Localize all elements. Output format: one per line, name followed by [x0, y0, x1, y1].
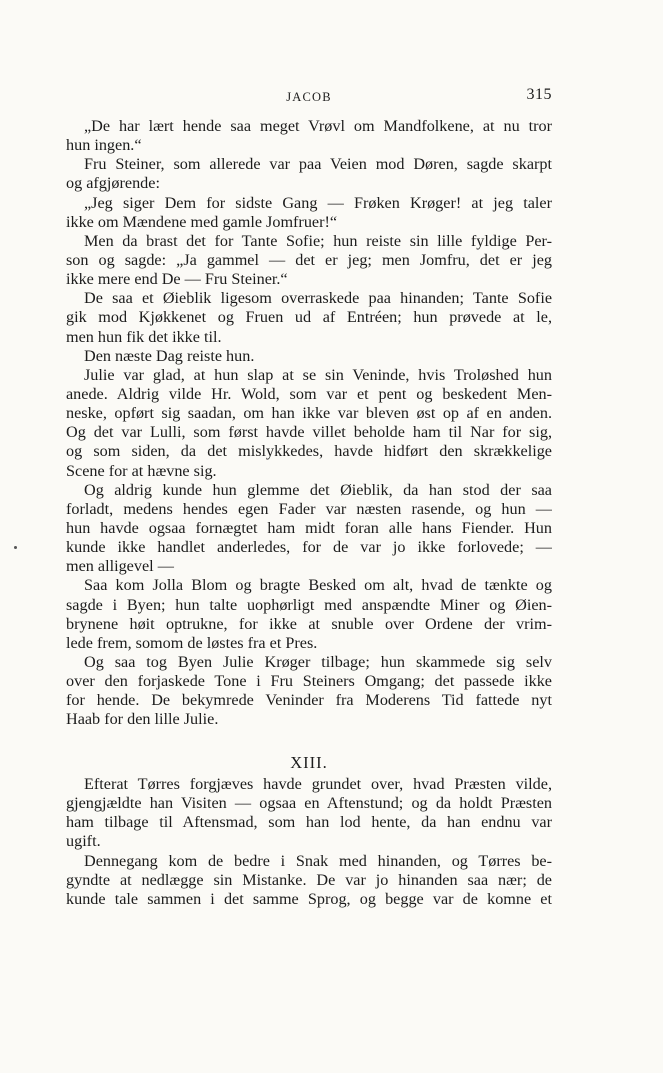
text-line: ham tilbage til Aftensmad, som han lod hente, da han endnu var	[66, 813, 552, 832]
text-block-dialogue	[66, 117, 552, 730]
running-head	[66, 86, 552, 108]
text-line: Men da brast det for Tante Sofie; hun reiste sin lille fyldige Per-	[84, 231, 552, 250]
chapter-heading-block	[66, 753, 552, 773]
text-line: Dennegang kom de bedre i Snak med hinanden, og Tørres be-	[84, 851, 552, 870]
text-line: gik mod Kjøkkenet og Fruen ud af Entréen; hun prøvede at le,	[66, 308, 552, 327]
text-line: Haab for den lille Julie.	[66, 710, 219, 729]
text-block-chapter-opening	[66, 775, 552, 909]
text-line: Og saa tog Byen Julie Krøger tilbage; hun skammede sig selv	[84, 652, 552, 671]
text-line: sagde i Byen; hun talte uophørligt med anspændte Miner og Øien-	[66, 595, 552, 614]
text-line: kunde tale sammen i det samme Sprog, og begge var de komne et	[66, 889, 552, 908]
text-line: gyndte at nedlægge sin Mistanke. De var jo hinanden saa nær; de	[66, 870, 552, 889]
text-line: anede. Aldrig vilde Hr. Wold, som var et pent og beskedent Men-	[66, 384, 552, 403]
text-line: brynene høit optrukne, for ikke at snuble over Ordene der vrim-	[66, 614, 552, 633]
text-line: ikke mere end De — Fru Steiner.“	[66, 270, 288, 289]
text-line: for hende. De bekymrede Veninder fra Moderens Tid fattede nyt	[66, 691, 552, 710]
text-line: gjengjældte han Visiten — ogsaa en Aftenstund; og da holdt Præsten	[66, 794, 552, 813]
text-line: ikke om Mændene med gamle Jomfruer!“	[66, 212, 338, 231]
text-line: men alligevel —	[66, 557, 174, 576]
text-line: „De har lært hende saa meget Vrøvl om Mandfolkene, at nu tror	[84, 117, 552, 135]
text-line: Og det var Lulli, som først havde villet beholde ham til Nar for sig,	[66, 423, 552, 442]
text-line: Julie var glad, at hun slap at se sin Veninde, hvis Troløshed hun	[84, 365, 552, 384]
text-line: hun havde ogsaa fornægtet ham midt foran alle hans Fiender. Hun	[66, 518, 552, 537]
text-line: Scene for at hævne sig.	[66, 461, 217, 480]
text-line: „Jeg siger Dem for sidste Gang — Frøken Krøger! at jeg taler	[84, 193, 552, 212]
text-line: kunde ikke handlet anderledes, for de var jo ikke forlovede; —	[66, 538, 552, 557]
text-line: Saa kom Jolla Blom og bragte Besked om alt, hvad de tænkte og	[84, 576, 552, 595]
text-line: De saa et Øieblik ligesom overraskede paa hinanden; Tante Sofie	[84, 289, 552, 308]
text-line: lede frem, somom de løstes fra et Pres.	[66, 633, 318, 652]
text-line: over den forjaskede Tone i Fru Steiners Omgang; det passede ikke	[66, 672, 552, 691]
text-line: Og aldrig kunde hun glemme det Øieblik, da han stod der saa	[84, 480, 552, 499]
text-line: neske, opført sig saadan, om han ikke var bleven øst op af en anden.	[66, 404, 552, 423]
running-title: JACOB	[286, 90, 332, 104]
text-line: Den næste Dag reiste hun.	[84, 346, 255, 365]
text-line: son og sagde: „Ja gammel — det er jeg; men Jomfru, det er jeg	[66, 250, 552, 269]
text-line: men hun fik det ikke til.	[66, 327, 222, 346]
text-line: og afgjørende:	[66, 174, 160, 193]
page-number: 315	[526, 86, 552, 103]
text-line: Fru Steiner, som allerede var paa Veien mod Døren, sagde skarpt	[84, 155, 552, 174]
text-line: og som siden, da det mislykkedes, havde hidført den skrækkelige	[66, 442, 552, 461]
chapter-heading: XIII.	[290, 753, 328, 772]
text-line: hun ingen.“	[66, 136, 142, 155]
text-line: Efterat Tørres forgjæves havde grundet over, hvad Præsten vilde,	[84, 775, 552, 793]
text-line: forladt, medens hendes egen Fader var næsten rasende, og hun —	[66, 499, 552, 518]
margin-speck	[14, 546, 17, 549]
text-line: ugift.	[66, 832, 101, 851]
